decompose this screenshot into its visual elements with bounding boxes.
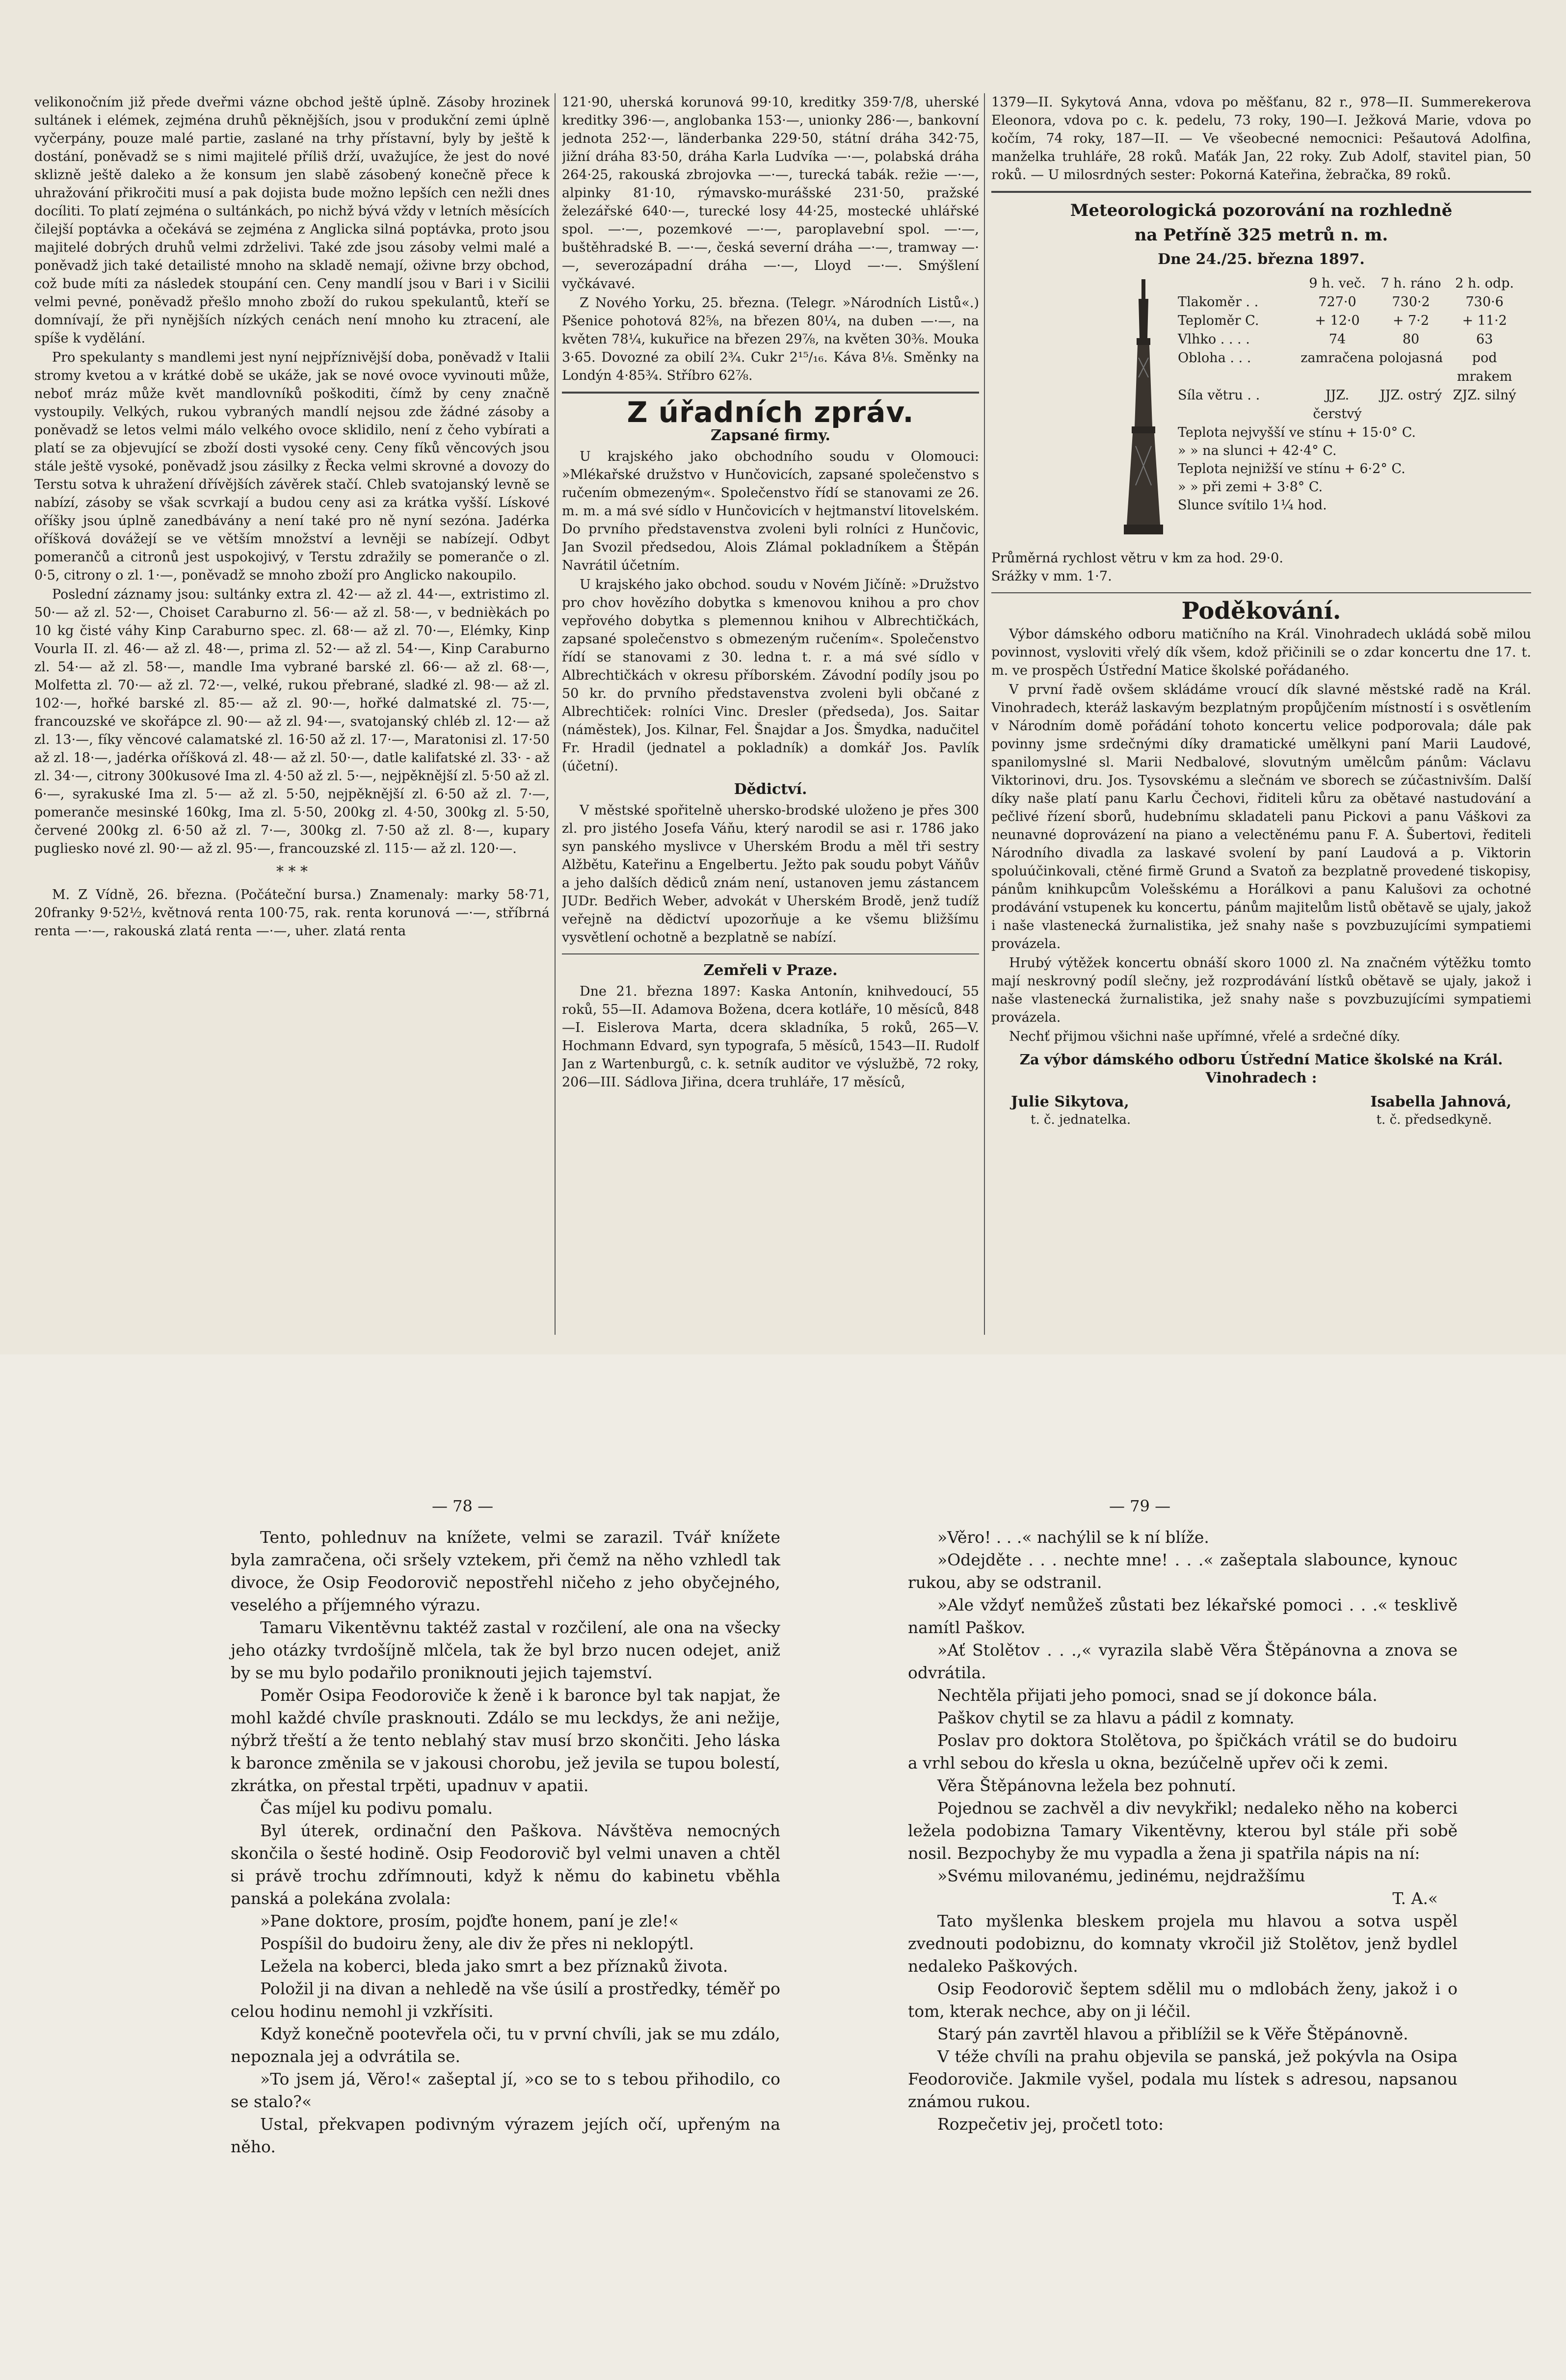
committee-line: Za výbor dámského odboru Ústřední Matice školské na Král. Vinohradech : [1019,1051,1503,1086]
signature-role: t. č. jednatelka. [1031,1112,1131,1127]
meteo-title: Meteorologická pozorování na rozhledně [1070,201,1453,220]
signature-role: t. č. předsedkyně. [1376,1112,1492,1127]
paragraph: Rozpečetiv jej, pročetl toto: [937,2115,1164,2134]
meteo-date: Dne 24./25. března 1897. [1158,251,1365,268]
divider [562,953,979,954]
meteo-cell: zamračena [1301,350,1374,366]
divider [991,191,1531,193]
subsection-heading: Zapsané firmy. [711,427,830,444]
paragraph: Výbor dámského odboru matičního na Král. Vinohradech ukládá sobě milou povinnost, vysloviti vřelý dík všem, kdož přičinili se o zdar koncertu dne 17. t. m. ve prospěch Ústřední Matice školské pořádaného. [991,627,1531,678]
paragraph: Ustal, překvapen podivným výrazem jejích očí, upřeným na něho. [231,2115,780,2156]
meteo-extra-line: Teplota nejnižší ve stínu + 6·2° C. [1178,461,1406,476]
meteo-cell: 74 [1328,332,1346,347]
paragraph: Hrubý výtěžek koncertu obnáší skoro 1000 zl. Na značném výtěžku tomto mají neskrovný podíl slečny, jež rozprodávání lístků obětavě se ujaly, jakož i naše vlastenecká žurnalistika, jež snahy naše s povzbuzujícími sympatiemi provázela. [991,955,1531,1025]
divider [562,392,979,394]
column-market-report [34,93,550,1349]
paragraph: »Odejděte . . . nechte mne! . . .« zašeptala slabounce, kynouc rukou, aby se odstranil. [908,1550,1458,1592]
paragraph: Nechť přijmou všichni naše upřímné, vřelé a srdečné díky. [1009,1029,1401,1044]
divider [991,592,1531,593]
dedication-line: »Svému milovanému, jedinému, nejdražšímu [937,1866,1305,1885]
paragraph: Poměr Osipa Feodoroviče k ženě i k baronce byl tak napjat, že mohl každé chvíle prasknouti. Zdálo se mu leckdys, že ani nežije, nýbrž třeští a že tento neblahý stav musí brzo skončiti. Jeho láska k baronce změnila se v jakousi chorobu, jež jevila se tupou bolestí, zkrátka, on přestal trpěti, upadnuv v apatii. [231,1686,780,1795]
meteo-header-cell: 9 h. več. [1309,276,1366,291]
meteo-cell: 727·0 [1318,294,1356,310]
paragraph: Tento, pohlednuv na knížete, velmi se zarazil. Tvář knížete byla zamračena, oči sršely vztekem, při čemž na něho vzhledl tak divoce, že Osip Feodorovič nepostřehl ničeho z jeho obyčejného, veselého a příjemného výrazu. [231,1528,780,1614]
paragraph: Když konečně pootevřela oči, tu v první chvíli, jak se mu zdálo, nepoznala jej a odvrátila se. [231,2024,780,2066]
meteo-cell: + 12·0 [1315,313,1360,328]
meteo-cell: JJZ. ostrý [1380,388,1442,403]
meteo-block [991,274,1531,549]
paragraph: Položil ji na divan a nehledě na vše úsilí a prostředky, téměř po celou hodinu nemohl ji vzkřísiti. [231,1979,780,2021]
paragraph: Osip Feodorovič šeptem sdělil mu o mdlobách ženy, jakož i o tom, kterak nechce, aby on ji léčil. [908,1979,1458,2021]
meteo-title-2: na Petříně 325 metrů n. m. [1134,225,1388,245]
paragraph: Byl úterek, ordinační den Paškova. Návštěva nemocných skončila o šesté hodině. Osip Feodorovič byl velmi unaven a chtěl si právě trochu zdřímnouti, když k němu do kabinetu vběhla panská a polekána zvolala: [231,1821,780,1908]
column-official-news [562,93,979,1349]
meteo-cell: pod mrakem [1457,350,1513,384]
paragraph: U krajského jako obchodního soudu v Olomouci: »Mlékařské družstvo v Hunčovicích, zapsané společenstvo s ručením obmezeným«. Společenstvo řídí se stanovami ze 26. m. m. a má své sídlo v Hunčovicích v hejtmanství litovelském. Do prvního představenstva zvoleni byli rolníci z Hunčovic, Jan Svozil předsedou, Alois Zlámal pokladníkem a Štěpán Navrátil účetním. [562,449,979,573]
meteo-cell: 63 [1476,332,1493,347]
petrin-tower-illustration [1124,279,1163,534]
meteo-extra-line: Teplota nejvyšší ve stínu + 15·0° C. [1178,425,1416,440]
paragraph: »Ale vždyť nemůžeš zůstati bez lékařské pomoci . . .« tesklivě namítl Paškov. [908,1595,1458,1637]
meteo-row [1178,330,1521,349]
paragraph: »To jsem já, Věro!« zašeptal jí, »co se to s tebou přihodilo, co se stalo?« [231,2069,780,2111]
paragraph: V téže chvíli na prahu objevila se panská, jež pokývla na Osipa Feodoroviče. Jakmile vyšel, podala mu lístek s adresou, napsanou známou rukou. [908,2047,1458,2111]
paragraph: Pojednou se zachvěl a div nevykřikl; nedaleko něho na koberci ležela podobizna Tamary Vikentěvny, kterou byl stále při sobě nosil. Bezpochyby že mu vypadla a žena ji spatřila nápis na ní: [908,1798,1458,1863]
paragraph: Pospíšil do budoiru ženy, ale div že přes ni neklopýtl. [260,1934,694,1953]
meteo-cell: 730·2 [1392,294,1430,310]
meteo-row [1178,349,1521,386]
meteo-extra-line: Průměrná rychlost větru v km za hod. 29·0. [991,551,1283,566]
signatures [991,1093,1531,1111]
meteo-cell: polojasná [1379,350,1443,366]
meteo-extra [1178,423,1521,514]
section-heading: Z úřadních zpráv. [627,396,914,429]
meteo-cell: Tlakoměr . . [1178,294,1259,310]
meteo-cell: 80 [1402,332,1420,347]
column-rule [555,93,556,1335]
subsection-heading: Dědictví. [734,781,807,798]
thanks-heading: Poděkování. [1181,597,1341,625]
vienna-bourse-paragraph: M. Z Vídně, 26. března. (Počáteční bursa.) Znamenaly: marky 58·71, 20franky 9·52½, květnová renta 100·75, rak. renta korunová —·—, stříbrná renta —·—, rakouská zlatá renta —·—, uher. zlatá renta [34,887,550,939]
column-rule [984,93,985,1335]
paragraph: »Ať Stolětov . . .,« vyrazila slabě Věra Štěpánovna a znova se odvrátila. [908,1640,1458,1682]
paragraph: Poslední záznamy jsou: sultánky extra zl. 42·— až zl. 44·—, extristimo zl. 50·— až zl. 52·—, Choiset Caraburno zl. 56·— až zl. 58·—, v bednièkách po 10 kg čisté váhy Kinp Caraburno spec. zl. 68·— až zl. 70·—, Elémky, Kinp Vourla II. zl. 46·— až zl. 48·—, prima zl. 52·— až zl. 54·—, Kinp Caraburno zl. 54·— až zl. 58·—, mandle Ima vybrané barské zl. 66·— až zl. 68·—, Molfetta zl. 70·— až zl. 72·—, velké, rukou přebrané, sladké zl. 98·— až zl. 102·—, hořké barské zl. 85·— až zl. 90·—, hořké dalmatské zl. 75·—, francouzské ve skořápce zl. 90·— až zl. 94·—, svatojanský chléb zl. 12·— až zl. 13·—, fíky věncové calamatské zl. 16·50 až zl. 17·—, Maratonisi zl. 17·50 až zl. 18·—, jadérka oříšková zl. 48·— až zl. 50·—, datle kalifatské zl. 33· - až zl. 34·—, citrony 300kusové Ima zl. 4·50 až zl. 5·—, nejpěknější zl. 5·50 až zl. 6·—, syrakuské Ima zl. 5·— až zl. 5·50, nejpěknější zl. 6·50 až zl. 7·—, pomeranče mesinské 160kg, Ima zl. 5·50, 200kg zl. 4·50, 300kg zl. 5·50, červené 200kg zl. 6·50 až zl. 7·—, 300kg zl. 7·50 až zl. 8·—, kupary pugliesko nové zl. 90·— až zl. 95·—, francouzské zl. 115·— až zl. 120·—. [34,587,550,856]
ornament: * * * [276,863,308,880]
meteo-header-row [1178,274,1521,293]
paragraph: Čas míjel ku podivu pomalu. [260,1798,493,1818]
meteo-header-cell [1178,274,1301,293]
book-page-79 [908,1526,1458,2136]
market-paragraph: 121·90, uherská korunová 99·10, kreditky 359·7/8, uherské kreditky 396·—, anglobanka 153·—, unionky 286·—, bankovní jednota 252·—, länderbanka 229·50, státní dráha 342·75, jižní dráha 83·50, dráha Karla Ludvíka —·—, polabská dráha 264·25, rakouská zbrojovka —·—, turecká tabák. režie —·—, alpinky 81·10, rýmavsko-murášské 231·50, pražské železářské 640·—, turecké losy 44·25, mostecké uhlářské spol. —·—, pozemkové —·—, paroplavební spol. —·—, buštěhradské B. —·—, česká severní dráha —·—, tramway —·—, severozápadní dráha —·—, Lloyd —·—. Smýšlení vyčkávavé. [562,95,979,291]
meteo-row [1178,312,1521,330]
paragraph: Poslav pro doktora Stolětova, po špičkách vrátil se do budoiru a vrhl sebou do křesla u okna, bezúčelně upřev oči k zemi. [908,1731,1458,1772]
signature-name: Julie Sikytova, [1011,1093,1129,1111]
paragraph: U krajského jako obchod. soudu v Novém Jičíně: »Družstvo pro chov hovězího dobytka s kmenovou knihou a pro chov vepřového dobytka s plemennou knihou v Albrechtičkách, zapsané společenstvo s obmezeným ručením«. Společenstvo řídí se stanovami z 30. ledna t. r. a má své sídlo v Albrechtičkách v okresu příborském. Závodní podíly jsou po 50 kr. do prvního představenstva zvoleni byli občané z Albrechtiček: rolníci Vinc. Dresler (předseda), Jos. Saitar (náměstek), Jos. Kilnar, Fel. Šnajdar a Jos. Šmydka, nadučitel Fr. Hradil (jednatel a pokladník) a domkář Jos. Pavlík (účetní). [562,577,979,774]
paragraph: Paškov chytil se za hlavu a pádil z komnaty. [937,1708,1295,1727]
meteo-cell: + 11·2 [1462,313,1507,328]
subsection-heading: Zemřeli v Praze. [703,962,838,979]
paragraph: Starý pán zavrtěl hlavou a přiblížil se k Věře Štěpánovně. [937,2024,1408,2043]
signature-roles [991,1111,1531,1129]
dedication-signature: T. A.« [1392,1889,1438,1908]
paragraph: V městské spořitelně uhersko-brodské uloženo je přes 300 zl. pro jistého Josefa Váňu, který narodil se asi r. 1786 jako syn panského myslivce v Uherském Brodu a měl tři sestry Alžbětu, Kateřinu a Engelbertu. Ježto pak soudu pobyt Váňův a jeho dalších dědiců znám není, ustanoven jemu zástancem JUDr. Bedřich Weber, advokát v Uherském Brodě, jenž tudíž veřejně na dědictví upozorňuje a ke všemu bližšímu vysvětlení ochotně a bezplatně se nabízí. [562,803,979,945]
paragraph: Věra Štěpánovna ležela bez pohnutí. [937,1776,1236,1795]
meteo-header-cell: 2 h. odp. [1455,276,1514,291]
meteo-cell: Vlhko . . . . [1178,332,1250,347]
meteo-row [1178,293,1521,312]
meteo-cell: Obloha . . . [1178,350,1251,366]
signature-name: Isabella Jahnová, [1370,1093,1512,1111]
paragraph: Dne 21. března 1897: Kaska Antonín, knihvedoucí, 55 roků, 55—II. Adamova Božena, dcera kotláře, 10 měsíců, 848—I. Eislerova Marta, dcera skladníka, 5 roků, 265—V. Hochmann Edvard, syn typografa, 5 měsíců, 1543—II. Rudolf Jan z Wartenburgů, c. k. setník auditor ve výslužbě, 72 roky, 206—III. Sádlova Jiřina, dcera truhláře, 17 měsíců, [562,984,979,1090]
newyork-paragraph: Z Nového Yorku, 25. března. (Telegr. »Národních Listů«.) Pšenice pohotová 82⅝, na březen 80¼, na duben —·—, na květen 78¼, kukuřice na březen 29⅞, na květen 30⅜. Mouka 3·65. Dovozné za obilí 2¾. Cukr 2¹⁵/₁₆. Káva 8⅛. Směnky na Londýn 4·85¾. Stříbro 62⅞. [562,295,979,383]
meteo-cell: Teploměr C. [1178,313,1259,328]
paragraph: V první řadě ovšem skládáme vroucí dík slavné městské radě na Král. Vinohradech, kteráž laskavým bezplatným propůjčením místností i s osvětlením v Národním domě pořádání tohoto koncertu velice podporovala; dále pak povinny jsme srdečnými díky dramatické umělkyni paní Marii Laudové, spanilomyslné sl. Marii Nedbalové, slovutným umělcům pánům: Václavu Viktorinovi, dru. Jos. Tysovskému a slečnám ve sborech se zúčastnivším. Další díky naše platí panu Karlu Čechovi, řiditeli kůru za obětavé nastudování a pečlivé řízení sborů, hudebnímu skladateli panu Pickovi a panu Váškovi za neunavné doprovázení na piano a velectěnému panu F. A. Šubertovi, řediteli Národního divadla za laskavé svolení by paní Laudová a p. Viktorin spoluúčinkovali, ctěné firmě Grund a Svatoň za bezplatně provedené tiskopisy, pánům knihkupcům Volešskému a Horálkovi a panu Kalušovi za ochotné prodávání vstupenek ku koncertu, pánům majitelům listů obětavě se ujaly, jakož i naše vlastenecká žurnalistika, jež snahy naše s povzbuzujícími sympatiemi provázela. [991,682,1531,952]
meteo-cell: Síla větru . . [1178,388,1260,403]
meteo-extra-line: Srážky v mm. 1·7. [991,569,1112,584]
page-number-left: — 78 — [432,1497,494,1515]
meteo-table [1178,274,1521,514]
meteo-extra-line: Slunce svítilo 1¼ hod. [1178,498,1327,513]
book-page-78 [231,1526,780,2158]
column-meteo-thanks [991,93,1531,1349]
paragraph: Tamaru Vikentěvnu taktéž zastal v rozčilení, ale ona na všecky jeho otázky tvrdošíjně mlčela, tak že byl brzo nucen odejet, aniž by se mu bylo podařilo proniknouti jejich tajemství. [231,1618,780,1682]
paragraph: velikonočním již přede dveřmi vázne obchod ještě úplně. Zásoby hrozinek sultánek i elémek, zejména druhů pěknějších, jsou v produkční zemi úplně vyčerpány, pouze malé partie, zaslané na trhy přístavní, byly by ještě k dostání, poněvadž se s nimi majitelé příliš drží, uvažujíce, že jest do nové sklizně ještě daleko a že konsum jen slabě zásobený konečně přece k uhražování přikročiti musí a pak dojista bude možno lepších cen nežli dnes docíliti. To platí zejména o sultánkách, po nichž bývá vždy v letních měsících čilejší poptávka a očekává se zejména z Anglicka silná poptávka, proto jsou majitelé dobrých druhů velmi zdrželivi. Také zde jsou zásoby velmi malé a poněvadž jich také detailisté mnoho na skladě nemají, oživne brzy obchod, což bude míti za následek stoupání cen. Ceny mandlí jsou v Bari i v Sicilii velmi pevné, poněvadž přešlo mnoho zboží do rukou spekulantů, kteří se domnívají, že při nynějších nízkých cenách není mnoho ku ztracení, ale spíše k vydělání. [34,95,550,346]
meteo-extra-line: » » na slunci + 42·4° C. [1178,443,1337,458]
meteo-cell: 730·6 [1465,294,1504,310]
meteo-row [1178,386,1521,423]
paragraph: Tato myšlenka bleskem projela mu hlavou a sotva uspěl zvednouti podobiznu, do komnaty vkročil již Stolětov, jenž bydlel nedaleko Paškových. [908,1911,1458,1976]
paragraph: »Věro! . . .« nachýlil se k ní blíže. [937,1528,1209,1547]
meteo-extra-line: » » při zemi + 3·8° C. [1178,479,1323,495]
meteo-cell: ZJZ. silný [1453,388,1516,403]
meteo-cell: + 7·2 [1392,313,1430,328]
paragraph: 1379—II. Sykytová Anna, vdova po měšťanu, 82 r., 978—II. Summerekerova Eleonora, vdova po c. k. pedelu, 73 roky, 190—I. Ježková Marie, vdova po kočím, 74 roky, 187—II. — Ve všeobecné nemocnici: Pešautová Adolfina, manželka truhláře, 28 roků. Maťák Jan, 22 roky. Zub Adolf, stavitel pian, 50 roků. — U milosrdných sester: Pokorná Kateřina, žebračka, 89 roků. [991,95,1531,183]
meteo-header-cell: 7 h. ráno [1380,276,1441,291]
paragraph: Ležela na koberci, bleda jako smrt a bez příznaků života. [260,1957,728,1976]
meteo-cell: JJZ. čerstvý [1313,388,1362,422]
paragraph: Pro spekulanty s mandlemi jest nyní nejpříznivější doba, poněvadž v Italii stromy kvetou a v krátké době se ukáže, jak se nové ovoce vyvinouti může, neboť mráz může květ mandlovníků poškoditi, čímž by ceny značně vystoupily. Velkých, rukou vybraných mandlí nejsou zde žádné zásoby a poněvadž se letos velmi málo velkého ovoce sklidilo, není z čeho vybírati a platí se za objevující se zboží dosti vysoké ceny. Ceny fíků věncových jsou stále ještě vysoké, poněvadž jsou zásilky z Řecka velmi skrovné a dovozy do Terstu sotva k uhražení dřívějších závěrek stačí. Chleb svatojanský levně se nabízí, zásoby se však scvrkají a budou ceny asi za krátka vyšší. Lískové oříšky jsou úplně zanedbávány a není také pro ně nyní sezóna. Jadérka oříšková dovážejí se ve větším množství a levněji se nabízejí. Odbyt pomerančů a citronů jest uspokojivý, v Terstu zdražily se pomeranče o zl. 0·5, citrony o zl. 1·—, poněvadž se mnoho zboží pro Anglicko nakoupilo. [34,350,550,583]
paragraph: »Pane doktore, prosím, pojďte honem, paní je zle!« [260,1911,679,1930]
page-number-right: — 79 — [1109,1497,1171,1515]
paragraph: Nechtěla přijati jeho pomoci, snad se jí dokonce bála. [937,1686,1378,1705]
